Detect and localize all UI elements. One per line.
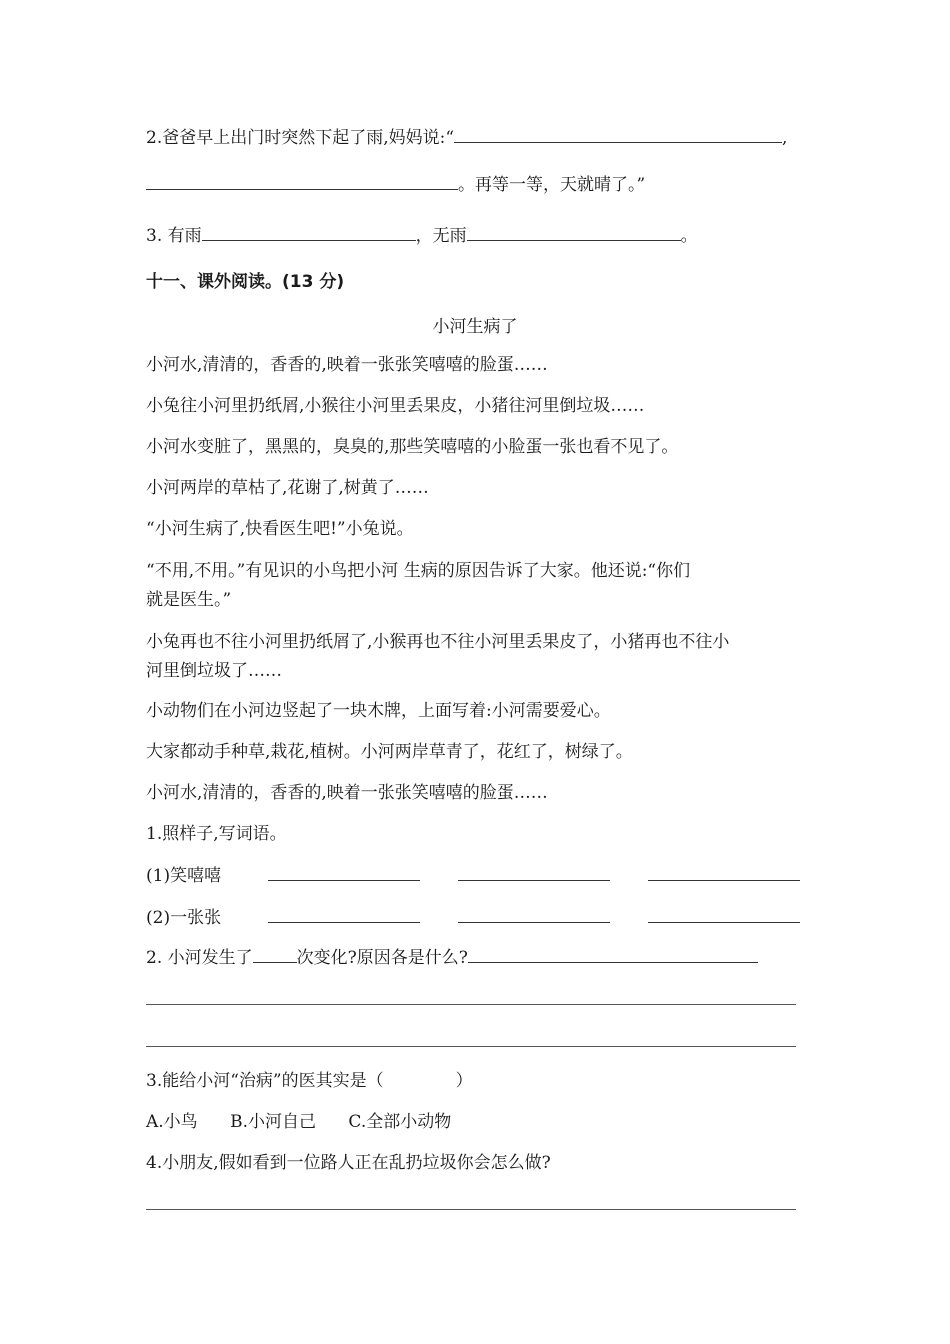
story-paragraph: 大家都动手种草,栽花,植树。小河两岸草青了，花红了，树绿了。 (146, 742, 633, 762)
story-paragraph: 小兔往小河里扔纸屑,小猴往小河里丢果皮，小猪往河里倒垃圾…… (146, 396, 645, 416)
story-paragraph: “小河生病了,快看医生吧!”小兔说。 (146, 519, 414, 539)
answer-blank[interactable] (468, 948, 758, 963)
count-blank[interactable] (253, 948, 297, 963)
question-2-text-end: 。再等一等，天就晴了。” (458, 175, 646, 195)
answer-blank[interactable] (454, 128, 782, 143)
story-paragraph: 就是医生。” (146, 590, 232, 610)
answer-line[interactable] (146, 1046, 796, 1047)
question-2-text: 2.爸爸早上出门时突然下起了雨,妈妈说:“ (146, 128, 455, 148)
reading-question-1: 1.照样子,写词语。 (146, 824, 287, 844)
answer-line[interactable] (146, 1209, 796, 1210)
story-paragraph: 小动物们在小河边竖起了一块木牌，上面写着:小河需要爱心。 (146, 701, 611, 721)
comma: , (782, 128, 788, 148)
story-paragraph: 小河两岸的草枯了,花谢了,树黄了…… (146, 478, 429, 498)
question-2-line-1 (146, 126, 787, 150)
question-3-mid: ，无雨 (415, 226, 467, 246)
example-word: (2)一张张 (146, 908, 222, 928)
story-paragraph: 小河水变脏了，黑黑的，臭臭的,那些笑嘻嘻的小脸蛋一张也看不见了。 (146, 437, 679, 457)
question-3-text: 3.能给小河“治病”的医其实是（ (146, 1071, 384, 1091)
question-3-close: ） (455, 1071, 473, 1091)
reading-question-3 (146, 1069, 473, 1093)
example-word: (1)笑嘻嘻 (146, 866, 222, 886)
question-3-prefix: 3. 有雨 (146, 226, 202, 246)
story-paragraph: “不用,不用。”有见识的小鸟把小河 生病的原因告诉了大家。他还说:“你们 (146, 561, 691, 581)
answer-blank[interactable] (202, 226, 416, 241)
answer-blank[interactable] (467, 226, 681, 241)
answer-blank[interactable] (458, 908, 610, 923)
question-3 (146, 224, 698, 248)
story-paragraph: 小兔再也不往小河里扔纸屑了,小猴再也不往小河里丢果皮了，小猪再也不往小 (146, 632, 730, 652)
story-paragraph: 小河水,清清的，香香的,映着一张张笑嘻嘻的脸蛋…… (146, 355, 548, 375)
answer-blank[interactable] (458, 866, 610, 881)
answer-blank[interactable] (268, 866, 420, 881)
answer-blank[interactable] (146, 175, 458, 190)
story-paragraph: 小河水,清清的，香香的,映着一张张笑嘻嘻的脸蛋…… (146, 783, 548, 803)
answer-blank[interactable] (268, 908, 420, 923)
answer-blank[interactable] (648, 866, 800, 881)
story-paragraph: 河里倒垃圾了…… (146, 661, 282, 681)
question-3-end: 。 (680, 226, 698, 246)
answer-blank[interactable] (648, 908, 800, 923)
section-heading: 十一、课外阅读。(13 分) (146, 272, 345, 292)
reading-question-4: 4.小朋友,假如看到一位路人正在乱扔垃圾你会怎么做? (146, 1153, 551, 1173)
reading-question-3-options: A.小鸟 B.小河自己 C.全部小动物 (146, 1112, 452, 1132)
story-title: 小河生病了 (432, 317, 518, 337)
question-2-line-2 (146, 173, 645, 197)
answer-line[interactable] (146, 1004, 796, 1005)
reading-question-1a (146, 864, 800, 888)
question-2-prefix: 2. 小河发生了 (146, 948, 253, 968)
question-2-suffix: 次变化?原因各是什么? (296, 948, 468, 968)
reading-question-2 (146, 946, 758, 970)
reading-question-1b (146, 906, 800, 930)
